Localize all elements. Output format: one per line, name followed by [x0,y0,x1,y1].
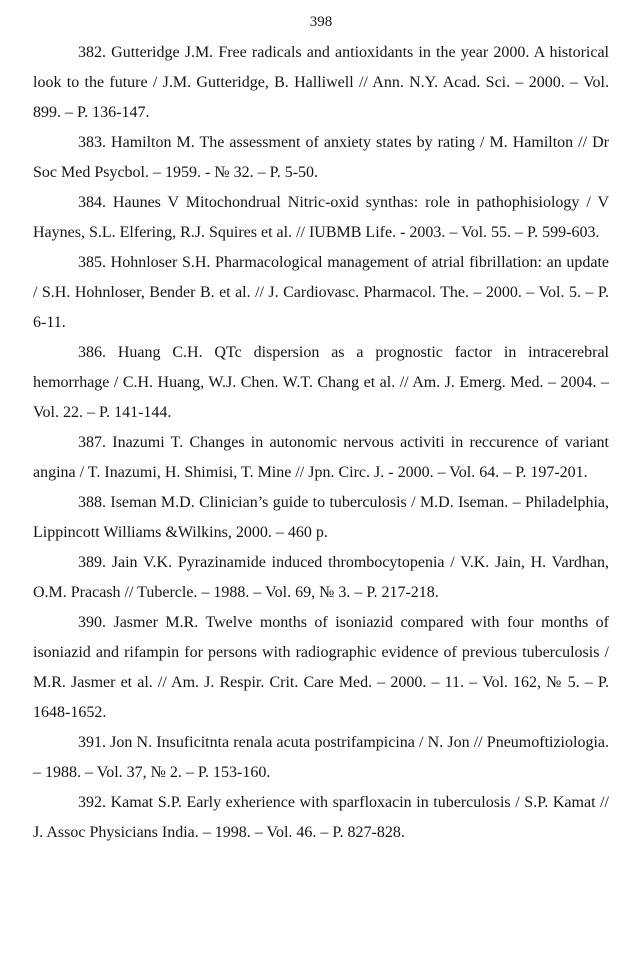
reference-entry-385: 385. Hohnloser S.H. Pharmacological management of atrial fibrillation: an update / S.H. Hohnloser, Bender B. et al. // J. Cardiovasc. Pharmacol. The. – 2000. – Vol. 5. – P. 6-11. [33,254,609,331]
reference-list [33,38,609,848]
page-number: 398 [309,14,333,30]
reference-entry-388: 388. Iseman M.D. Clinician’s guide to tuberculosis / M.D. Iseman. – Philadelphia, Lippincott Williams &Wilkins, 2000. – 460 p. [33,494,609,541]
reference-entry-389: 389. Jain V.K. Pyrazinamide induced thrombocytopenia / V.K. Jain, H. Vardhan, O.M. Pracash // Tubercle. – 1988. – Vol. 69, № 3. – P. 217-218. [33,554,609,601]
reference-entry-386: 386. Huang C.H. QTc dispersion as a prognostic factor in intracerebral hemorrhage / C.H. Huang, W.J. Chen. W.T. Chang et al. // Am. J. Emerg. Med. – 2004. – Vol. 22. – P. 141-144. [33,344,609,421]
reference-entry-382: 382. Gutteridge J.M. Free radicals and antioxidants in the year 2000. A historical look to the future / J.M. Gutteridge, B. Halliwell // Ann. N.Y. Acad. Sci. – 2000. – Vol. 899. – P. 136-147. [33,44,609,121]
reference-entry-383: 383. Hamilton M. The assessment of anxiety states by rating / M. Hamilton // Dr Soc Med Psycbol. – 1959. - № 32. – P. 5-50. [33,134,609,181]
reference-entry-384: 384. Haunes V Mitochondrual Nitric-oxid synthas: role in pathophisiology / V Haynes, S.L. Elfering, R.J. Squires et al. // IUBMB Life. - 2003. – Vol. 55. – P. 599-603. [33,194,609,241]
reference-entry-392: 392. Kamat S.P. Early exherience with sparfloxacin in tuberculosis / S.P. Kamat // J. Assoc Physicians India. – 1998. – Vol. 46. – P. 827-828. [33,794,609,841]
reference-entry-391: 391. Jon N. Insuficitnta renala acuta postrifampicina / N. Jon // Pneumoftiziologia. – 1988. – Vol. 37, № 2. – P. 153-160. [33,734,609,781]
reference-entry-387: 387. Inazumi T. Changes in autonomic nervous activiti in reccurence of variant angina / T. Inazumi, H. Shimisi, T. Mine // Jpn. Circ. J. - 2000. – Vol. 64. – P. 197-201. [33,434,609,481]
reference-entry-390: 390. Jasmer M.R. Twelve months of isoniazid compared with four months of isoniazid and rifampin for persons with radiographic evidence of previous tuberculosis / M.R. Jasmer et al. // Am. J. Respir. Crit. Care Med. – 2000. – 11. – Vol. 162, № 5. – P. 1648-1652. [33,614,609,721]
